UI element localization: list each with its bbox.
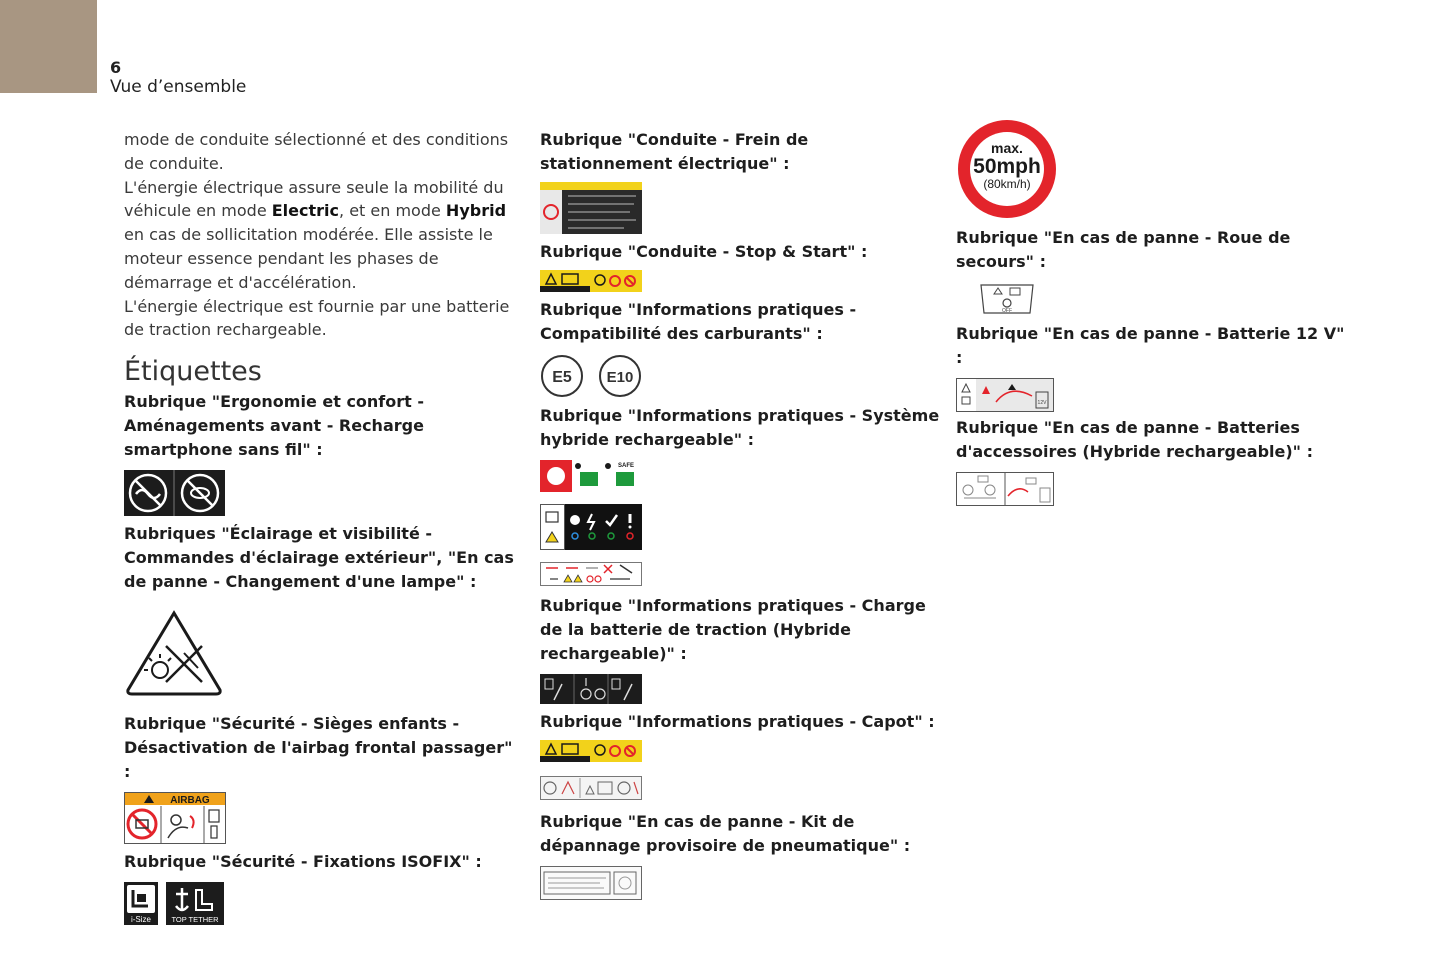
rubric-batterie: Rubrique "En cas de panne - Batterie 12 V" : bbox=[956, 324, 1345, 367]
battery-12v-label bbox=[956, 378, 1356, 412]
top-tether-text: TOP TETHER bbox=[171, 915, 219, 925]
rubric-carburants: Rubrique "Informations pratiques - Compatibilité des carburants" : bbox=[540, 300, 857, 343]
rubric-stop-start: Rubrique "Conduite - Stop & Start" : bbox=[540, 242, 868, 261]
rubric-accessoires: Rubrique "En cas de panne - Batteries d'accessoires (Hybride rechargeable)" : bbox=[956, 418, 1313, 461]
fuel-compatibility-labels bbox=[540, 354, 940, 398]
hybrid-warning-icon bbox=[540, 504, 642, 550]
column-middle bbox=[540, 128, 940, 900]
rubric-capot: Rubrique "Informations pratiques - Capot" : bbox=[540, 712, 935, 731]
parking-brake-label-icon bbox=[540, 182, 642, 234]
rubric-airbag: Rubrique "Sécurité - Sièges enfants - Désactivation de l'airbag frontal passager" : bbox=[124, 714, 513, 782]
safe-text: SAFE bbox=[617, 463, 635, 469]
tyre-kit-label bbox=[540, 866, 940, 900]
hybrid-system-label-1 bbox=[540, 460, 940, 492]
airbag-text: AIRBAG bbox=[170, 795, 210, 807]
e5-text: E5 bbox=[552, 369, 572, 386]
rubric-charge: Rubrique "Informations pratiques - Charge de la batterie de traction (Hybride rechargeable)" : bbox=[540, 596, 926, 663]
hybrid-system-label-3 bbox=[540, 562, 940, 586]
bonnet-label-2 bbox=[540, 776, 940, 800]
rubric-isofix: Rubrique "Sécurité - Fixations ISOFIX" : bbox=[124, 852, 482, 872]
parking-brake-label bbox=[540, 182, 940, 234]
hybrid-system-label-2 bbox=[540, 504, 940, 550]
battery-12v-icon bbox=[956, 378, 1054, 412]
rubric-frein: Rubrique "Conduite - Frein de stationnement électrique" : bbox=[540, 130, 809, 173]
column-left bbox=[124, 128, 519, 925]
spare-wheel-label bbox=[978, 282, 1356, 316]
hybrid-battery-icon bbox=[540, 460, 642, 492]
intro-paragraph-2: L'énergie électrique assure seule la mobilité du véhicule en mode Electric, et en mode Hybrid en cas de sollicitation modérée. Elle assiste le moteur essence pendant les phases de démarrage et d'accélération. bbox=[124, 177, 507, 292]
rubric-hybride: Rubrique "Informations pratiques - Système hybride rechargeable" : bbox=[540, 406, 940, 449]
page-number: 6 bbox=[110, 58, 122, 77]
isize-text: i-Size bbox=[130, 915, 152, 925]
fuel-e5-icon bbox=[540, 354, 584, 398]
fuel-e10-icon bbox=[598, 354, 642, 398]
rubric-eclairage: Rubriques "Éclairage et visibilité - Commandes d'éclairage extérieur", "En cas de panne - Changement d'une lampe" : bbox=[124, 524, 514, 592]
hybrid-pictograms-icon bbox=[540, 562, 642, 586]
speed-limit-sign-icon bbox=[956, 118, 1058, 220]
bonnet-label-1 bbox=[540, 740, 940, 762]
bonnet-stop-start-icon bbox=[540, 740, 642, 762]
sign-kmh-text: (80km/h) bbox=[983, 177, 1031, 191]
isofix-icon bbox=[124, 882, 158, 925]
tyre-repair-kit-icon bbox=[540, 866, 642, 900]
rubric-kit: Rubrique "En cas de panne - Kit de dépannage provisoire de pneumatique" : bbox=[540, 812, 911, 855]
top-tether-icon bbox=[166, 882, 224, 925]
airbag-warning-label bbox=[124, 792, 519, 844]
rubric-roue: Rubrique "En cas de panne - Roue de secours" : bbox=[956, 228, 1291, 271]
lamp-warning-icon bbox=[124, 608, 224, 698]
intro-paragraph-1: mode de conduite sélectionné et des conditions de conduite. bbox=[124, 130, 509, 173]
sign-max-text: max. bbox=[991, 140, 1023, 156]
rubric-recharge: Rubrique "Ergonomie et confort - Aménagements avant - Recharge smartphone sans fil" : bbox=[124, 392, 425, 460]
wireless-charging-label bbox=[124, 470, 519, 516]
lamp-warning-label bbox=[124, 608, 519, 698]
intro-paragraph-3: L'énergie électrique est fournie par une batterie de traction rechargeable. bbox=[124, 296, 510, 340]
traction-battery-label bbox=[540, 674, 940, 704]
v12-text: 12V bbox=[1037, 400, 1047, 406]
section-title: Vue d’ensemble bbox=[110, 77, 247, 97]
bonnet-warning-icon bbox=[540, 776, 642, 800]
traction-battery-icon bbox=[540, 674, 642, 704]
wireless-charging-icon bbox=[124, 470, 225, 516]
accessory-battery-icon bbox=[956, 472, 1054, 506]
accessory-battery-label bbox=[956, 472, 1356, 506]
sign-speed-text: 50mph bbox=[973, 155, 1041, 178]
airbag-warning-icon bbox=[124, 792, 226, 844]
labels-heading: Étiquettes bbox=[124, 356, 262, 388]
stop-start-label bbox=[540, 270, 940, 292]
stop-start-icon bbox=[540, 270, 642, 292]
spare-wheel-icon bbox=[978, 282, 1036, 316]
isofix-labels bbox=[124, 882, 519, 925]
column-right bbox=[956, 118, 1356, 506]
page-corner-tab bbox=[0, 0, 97, 93]
e10-text: E10 bbox=[606, 369, 634, 386]
off-text: OFF bbox=[1002, 308, 1012, 314]
